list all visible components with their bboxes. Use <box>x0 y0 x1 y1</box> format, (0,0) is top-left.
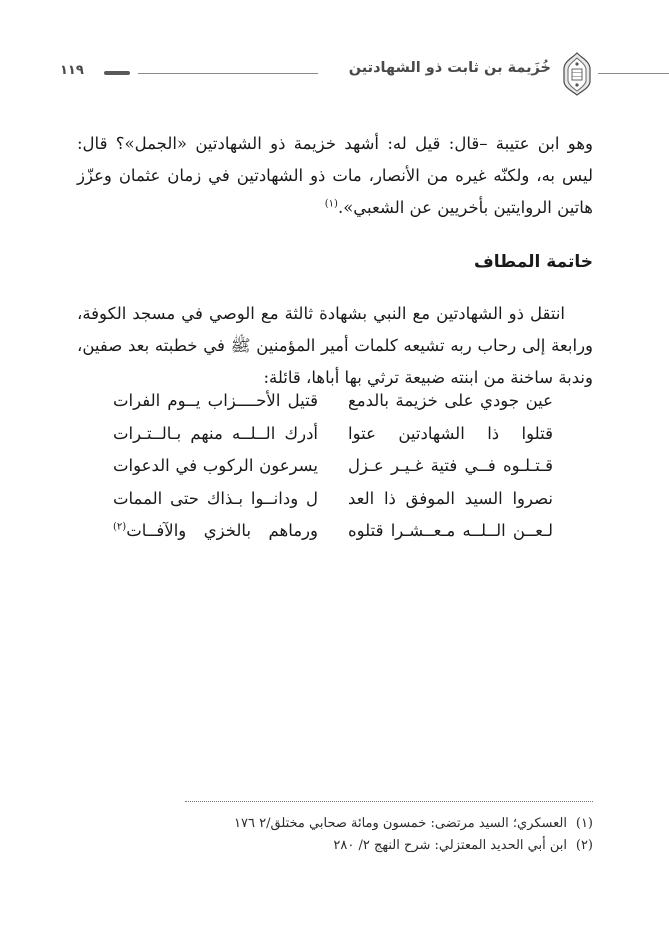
body-paragraph: انتقل ذو الشهادتين مع النبي بشهادة ثالثة مع الوصي في مسجد الكوفة، ورابعة إلى رحاب ربه تشيعه كلمات أمير المؤمنين ﷺ في خطبته بعد صفين، وندبة ساخنة من ابنته ضبيعة ترثي بها أباها، قائلة: <box>77 304 593 387</box>
poem-hemistich-first: لـعــن الــلــه مـعــشـرا قتلوه <box>348 521 553 540</box>
footnote-text: ابن أبي الحديد المعتزلي: شرح النهج ٢/ ٢٨٠ <box>333 838 567 853</box>
poem-verse <box>113 418 553 451</box>
footnote-number: (٢) <box>575 838 593 853</box>
poem-hemistich-second <box>113 515 318 548</box>
poem-hemistich-first: نصروا السيد الموفق ذا العد <box>348 488 553 508</box>
poem-verse <box>113 483 553 516</box>
poem-hemistich-second: أدرك الــلــه منهم بـالــتـرات <box>113 423 318 443</box>
footnote-marker: (١) <box>324 198 338 210</box>
poem-hemistich-first: عين جودي على خزيمة بالدمع <box>348 391 553 410</box>
poem-verse <box>113 515 553 548</box>
footnote-number: (١) <box>575 816 593 831</box>
page-number: ١١٩ <box>60 63 84 78</box>
header-rule <box>598 73 669 74</box>
intro-paragraph <box>77 128 593 224</box>
ornament-icon <box>562 52 592 96</box>
footnote-text: العسكري؛ السيد مرتضى: خمسون ومائة صحابي مختلق/٢ ١٧٦ <box>234 816 567 831</box>
poem-verse <box>113 450 553 483</box>
poem-hemistich-second: ل ودانــوا بـذاك حتى الممات <box>113 488 318 508</box>
poem-hemistich-first: قتلوا ذا الشهادتين عتوا <box>348 423 553 443</box>
poem-last-text: ورماهم بالخزي والآفــات <box>126 521 318 540</box>
page-number-dash <box>104 71 130 75</box>
section-title: خاتمة المطاف <box>474 252 593 272</box>
main-content <box>77 128 593 394</box>
page-header <box>0 50 669 98</box>
poem-hemistich-second: قتيل الأحــــزاب يــوم الفرات <box>113 391 318 410</box>
footnotes <box>140 813 593 857</box>
footnote <box>140 813 593 835</box>
footnote-separator <box>185 801 593 802</box>
intro-text: وهو ابن عتيبة –قال: قيل له: أشهد خزيمة ذو الشهادتين «الجمل»؟ قال: ليس به، ولكنّه غيره من الأنصار، مات ذو الشهادتين في زمان عثمان وعزّز هاتين الروايتين بأخريين عن الشعبي». <box>77 134 593 217</box>
header-rule <box>138 73 318 74</box>
running-title: خُزَيمة بن ثابت ذو الشهادتين <box>348 60 551 76</box>
poem <box>113 385 553 548</box>
poem-hemistich-second: يسرعون الركوب في الدعوات <box>113 456 318 475</box>
poem-verse <box>113 385 553 418</box>
poem-hemistich-first: قـتـلـوه فــي فتية غـيـر عـزل <box>348 456 553 475</box>
footnote-marker: (٢) <box>113 521 127 533</box>
footnote <box>140 835 593 857</box>
